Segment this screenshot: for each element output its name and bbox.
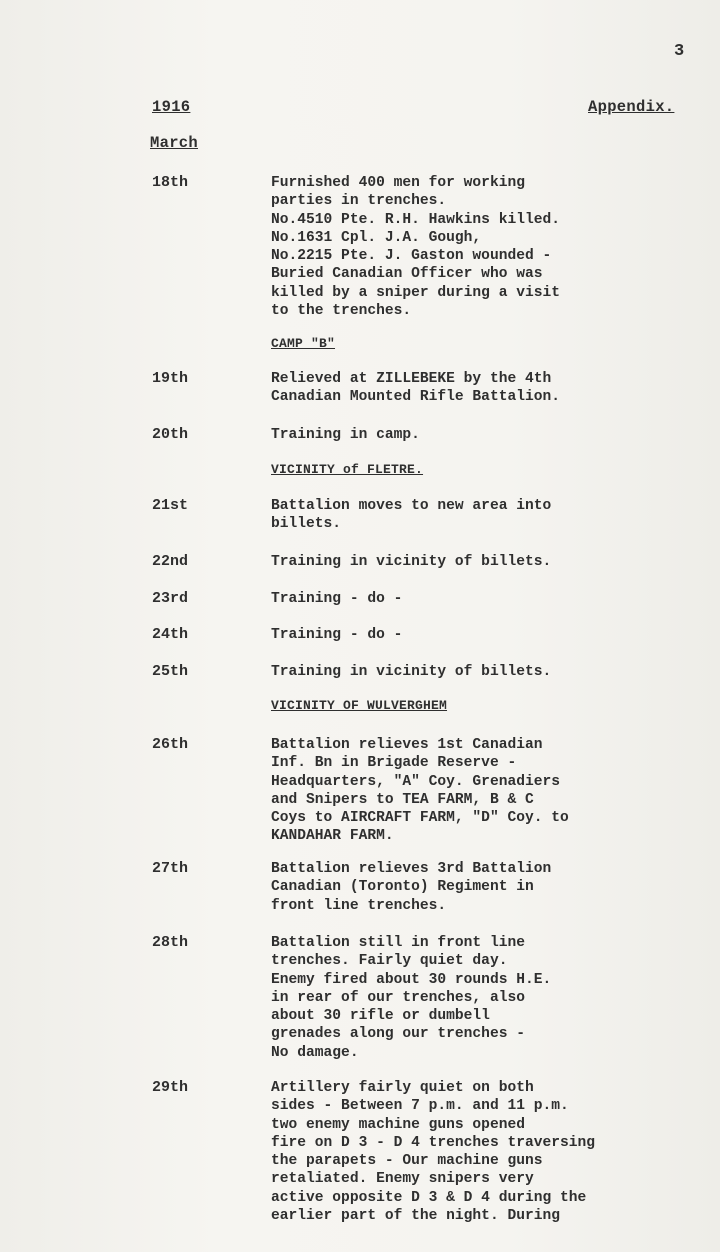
entry-date: 28th [152,934,189,951]
entry-date: 21st [152,497,189,514]
entry-text: Battalion still in front line trenches. Fairly quiet day. Enemy fired about 30 rounds H.E. in rear of our trenches, also about 30 rifle or dumbell grenades along our trenches - No damage. [271,935,552,1061]
entry-text: Artillery fairly quiet on both sides - Between 7 p.m. and 11 p.m. two enemy machine guns opened fire on D 3 - D 4 trenches traversing the parapets - Our machine guns retaliated. Enemy snipers very active opposite D 3 & D 4 during the earlier part of the night. During [271,1080,596,1225]
entry-date: 19th [152,370,189,387]
entry-text: Training - do - [271,627,403,643]
location-heading-fletre: VICINITY of FLETRE. [271,462,424,477]
entry-text: Battalion relieves 1st Canadian Inf. Bn in Brigade Reserve - Headquarters, "A" Coy. Grenadiers and Snipers to TEA FARM, B & C Coys to AIRCRAFT FARM, "D" Coy. to KANDAHAR FARM. [271,737,569,845]
entry-date: 25th [152,663,189,680]
entry-date: 20th [152,426,189,443]
entry-text: Battalion moves to new area into billets. [271,498,552,533]
entry-text: Training - do - [271,591,403,607]
location-heading-camp-b: CAMP "B" [271,336,336,351]
entry-text: Furnished 400 men for working parties in trenches. No.4510 Pte. R.H. Hawkins killed. No.1631 Cpl. J.A. Gough, No.2215 Pte. J. Gaston wounded - Buried Canadian Officer who was killed by a sniper during a visit to the trenches. [271,175,561,320]
appendix-heading: Appendix. [588,98,675,116]
location-heading-wulverghem: VICINITY OF WULVERGHEM [271,698,448,713]
entry-text: Relieved at ZILLEBEKE by the 4th Canadian Mounted Rifle Battalion. [271,371,561,406]
year-heading: 1916 [152,98,191,116]
entry-text: Training in vicinity of billets. [271,554,552,570]
entry-text: Battalion relieves 3rd Battalion Canadian (Toronto) Regiment in front line trenches. [271,861,552,914]
entry-date: 24th [152,626,189,643]
page-number: 3 [674,42,685,61]
entry-date: 27th [152,860,189,877]
entry-text: Training in camp. [271,427,420,443]
entry-text: Training in vicinity of billets. [271,664,552,680]
entry-date: 18th [152,174,189,191]
entry-date: 23rd [152,590,189,607]
entry-date: 29th [152,1079,189,1096]
entry-date: 26th [152,736,189,753]
month-heading: March [150,134,199,152]
entry-date: 22nd [152,553,189,570]
